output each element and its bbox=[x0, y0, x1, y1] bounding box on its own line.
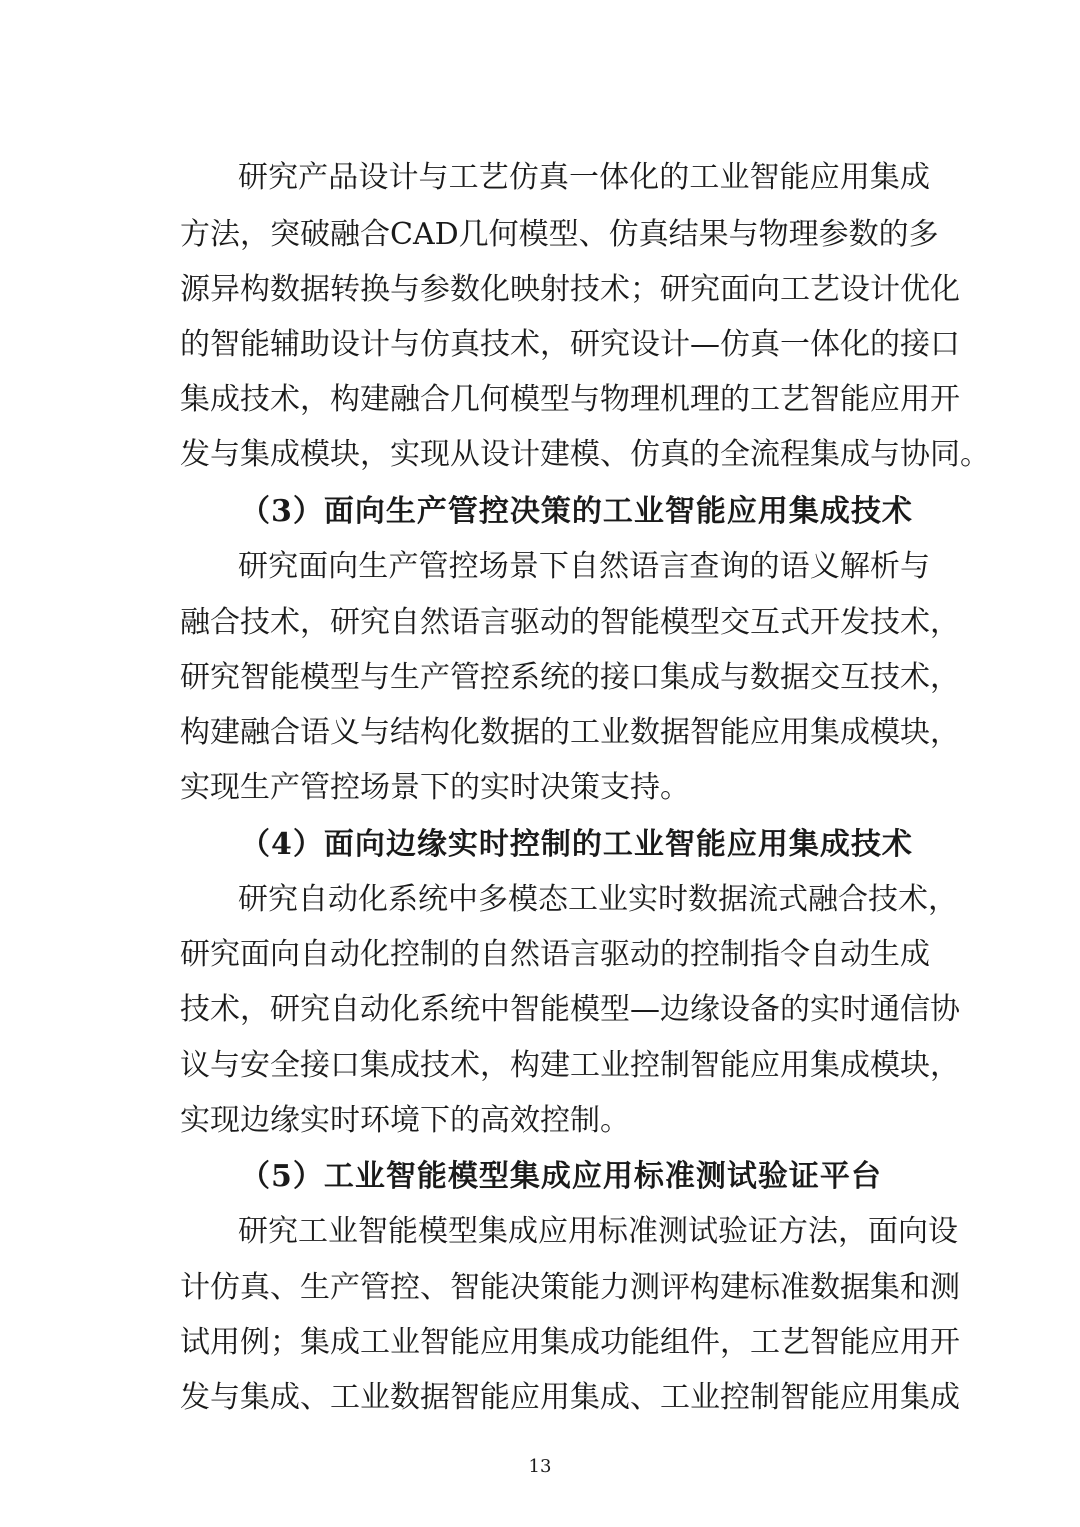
section-4-line-5: 实现边缘实时环境下的高效控制。 bbox=[180, 1103, 630, 1138]
paragraph-1-line-5: 集成技术，构建融合几何模型与物理机理的工艺智能应用开 bbox=[180, 382, 960, 417]
section-4-line-1: 研究自动化系统中多模态工业实时数据流式融合技术， bbox=[238, 882, 958, 917]
section-3-line-1: 研究面向生产管控场景下自然语言查询的语义解析与 bbox=[238, 549, 930, 584]
section-5-line-1: 研究工业智能模型集成应用标准测试验证方法，面向设 bbox=[238, 1214, 958, 1249]
paragraph-1-line-3: 源异构数据转换与参数化映射技术；研究面向工艺设计优化 bbox=[180, 272, 960, 307]
section-3-line-2: 融合技术，研究自然语言驱动的智能模型交互式开发技术， bbox=[180, 605, 960, 640]
section-3-line-4: 构建融合语义与结构化数据的工业数据智能应用集成模块， bbox=[180, 715, 960, 750]
section-5-line-3: 试用例；集成工业智能应用集成功能组件，工艺智能应用开 bbox=[180, 1325, 960, 1360]
section-heading-5: （5）工业智能模型集成应用标准测试验证平台 bbox=[240, 1159, 882, 1194]
section-heading-3: （3）面向生产管控决策的工业智能应用集成技术 bbox=[240, 494, 913, 529]
paragraph-1-line-2: 方法，突破融合CAD几何模型、仿真结果与物理参数的多 bbox=[180, 217, 939, 252]
paragraph-1-line-1: 研究产品设计与工艺仿真一体化的工业智能应用集成 bbox=[238, 160, 930, 195]
section-4-line-2: 研究面向自动化控制的自然语言驱动的控制指令自动生成 bbox=[180, 937, 930, 972]
section-heading-4: （4）面向边缘实时控制的工业智能应用集成技术 bbox=[240, 827, 913, 862]
section-5-line-2: 计仿真、生产管控、智能决策能力测评构建标准数据集和测 bbox=[180, 1270, 960, 1305]
page-number: 13 bbox=[528, 1456, 552, 1477]
paragraph-1-line-4: 的智能辅助设计与仿真技术，研究设计—仿真一体化的接口 bbox=[180, 327, 960, 362]
section-3-line-5: 实现生产管控场景下的实时决策支持。 bbox=[180, 770, 690, 805]
section-5-line-4: 发与集成、工业数据智能应用集成、工业控制智能应用集成 bbox=[180, 1380, 960, 1415]
paragraph-1-line-6: 发与集成模块，实现从设计建模、仿真的全流程集成与协同。 bbox=[180, 437, 990, 472]
section-4-line-3: 技术，研究自动化系统中智能模型—边缘设备的实时通信协 bbox=[180, 992, 960, 1027]
section-3-line-3: 研究智能模型与生产管控系统的接口集成与数据交互技术， bbox=[180, 660, 960, 695]
section-4-line-4: 议与安全接口集成技术，构建工业控制智能应用集成模块， bbox=[180, 1048, 960, 1083]
